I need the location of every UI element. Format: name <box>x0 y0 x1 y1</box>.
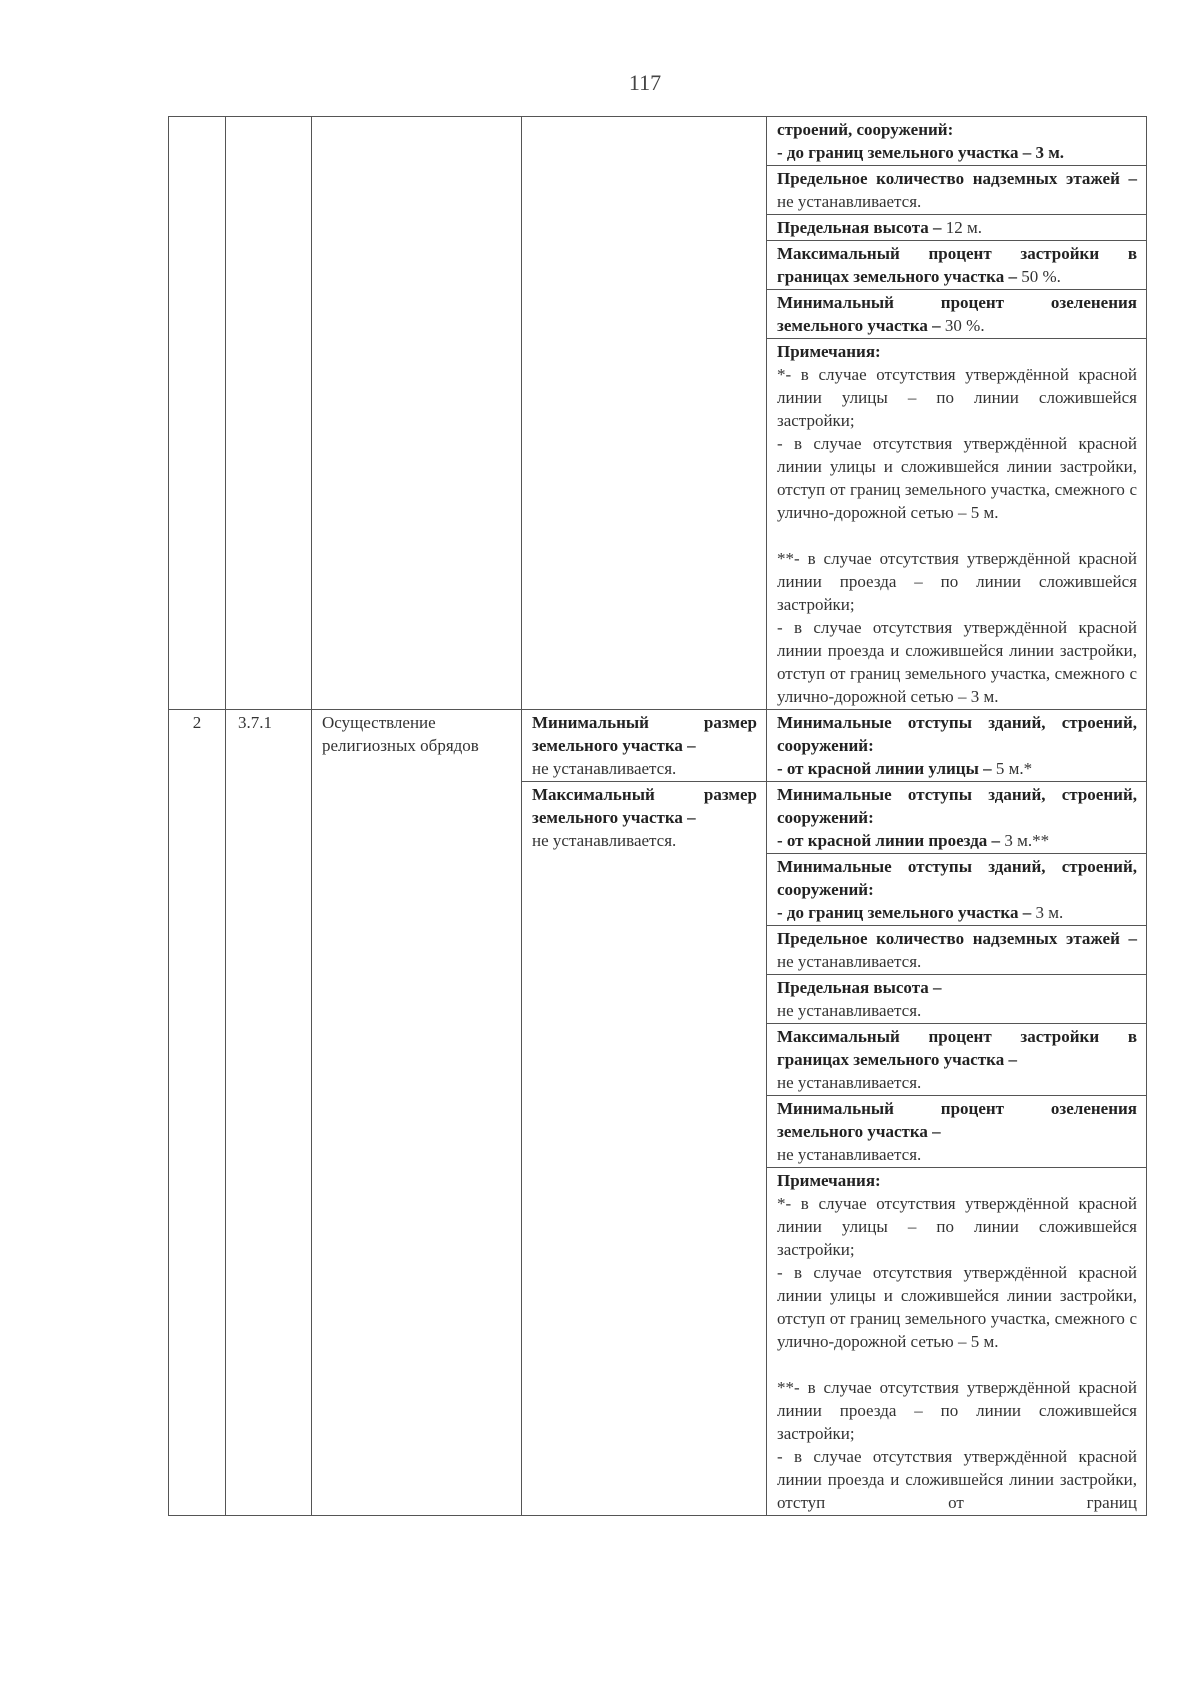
param-value: не устанавливается. <box>777 952 922 971</box>
note-line: - в случае отсутствия утверждённой красной линии проезда и сложившейся линии застройки, отступ от границ земельного участка, смежного с улично-дорожной сетью – 3 м. <box>777 618 1137 706</box>
notes-cell <box>767 1168 1147 1516</box>
note-line: **- в случае отсутствия утверждённой красной линии проезда – по линии сложившейся застройки; <box>777 549 1137 614</box>
plot-size-cell <box>522 782 767 1516</box>
note-gap <box>777 524 1137 547</box>
param-heading: Минимальные отступы зданий, строений, сооружений: <box>777 857 1137 899</box>
param-heading: Предельная высота – <box>777 218 942 237</box>
row-number-cell: 2 <box>169 710 226 1516</box>
notes-cell <box>767 339 1147 710</box>
param-cell <box>767 215 1147 241</box>
plot-size-heading: Максимальный размер земельного участка – <box>532 785 757 827</box>
param-cell <box>767 166 1147 215</box>
param-subheading: - до границ земельного участка – <box>777 903 1032 922</box>
plot-size-value: не устанавливается. <box>532 759 677 778</box>
param-heading: Предельная высота – <box>777 978 942 997</box>
param-value: не устанавливается. <box>777 1145 922 1164</box>
param-cell <box>767 117 1147 166</box>
param-heading: Минимальный процент озеленения земельного участка – <box>777 1099 1137 1141</box>
param-cell <box>767 1024 1147 1096</box>
param-heading: Предельное количество надземных этажей – <box>777 929 1137 948</box>
param-heading: Минимальные отступы зданий, строений, сооружений: <box>777 785 1137 827</box>
table-row <box>169 710 1147 782</box>
param-heading: Минимальный процент озеленения земельного участка – <box>777 293 1137 335</box>
param-value: 12 м. <box>941 218 983 237</box>
param-value: не устанавливается. <box>777 1001 922 1020</box>
param-subheading: - от красной линии проезда – <box>777 831 1001 850</box>
continued-row <box>169 117 1147 166</box>
plot-size-cell <box>522 117 767 710</box>
param-value: не устанавливается. <box>777 192 922 211</box>
param-value: 3 м.** <box>1000 831 1050 850</box>
param-value: 50 %. <box>1016 267 1061 286</box>
notes-title: Примечания: <box>777 1171 881 1190</box>
note-line: **- в случае отсутствия утверждённой красной линии проезда – по линии сложившейся застройки; <box>777 1378 1137 1443</box>
param-value: не устанавливается. <box>777 1073 922 1092</box>
use-name-cell <box>312 117 522 710</box>
param-value: 30 %. <box>940 316 985 335</box>
notes-title: Примечания: <box>777 342 881 361</box>
param-cell <box>767 854 1147 926</box>
param-cell <box>767 926 1147 975</box>
param-subheading: - от красной линии улицы – <box>777 759 992 778</box>
param-value: 3 м. <box>1031 903 1064 922</box>
param-heading: Максимальный процент застройки в границах земельного участка – <box>777 1027 1137 1069</box>
note-gap <box>777 1353 1137 1376</box>
param-heading: Минимальные отступы зданий, строений, сооружений: <box>777 713 1137 755</box>
code-cell: 3.7.1 <box>226 710 312 1516</box>
note-line: - в случае отсутствия утверждённой красной линии улицы и сложившейся линии застройки, отступ от границ земельного участка, смежного с улично-дорожной сетью – 5 м. <box>777 1263 1137 1351</box>
param-cell <box>767 1096 1147 1168</box>
note-line: - в случае отсутствия утверждённой красной линии улицы и сложившейся линии застройки, отступ от границ земельного участка, смежного с улично-дорожной сетью – 5 м. <box>777 434 1137 522</box>
plot-size-cell <box>522 710 767 782</box>
param-cell <box>767 975 1147 1024</box>
param-value: - до границ земельного участка – 3 м. <box>777 143 1065 162</box>
param-cell <box>767 710 1147 782</box>
param-heading: Максимальный процент застройки в границах земельного участка – <box>777 244 1137 286</box>
page-number: 117 <box>628 70 662 95</box>
plot-size-value: не устанавливается. <box>532 831 677 850</box>
plot-size-heading: Минимальный размер земельного участка – <box>532 713 757 755</box>
use-name-cell: Осуществление религиозных обрядов <box>312 710 522 1516</box>
code-cell <box>226 117 312 710</box>
note-line: *- в случае отсутствия утверждённой красной линии улицы – по линии сложившейся застройки; <box>777 365 1137 430</box>
row-number-cell <box>169 117 226 710</box>
param-cell <box>767 782 1147 854</box>
param-heading: Предельное количество надземных этажей – <box>777 169 1137 188</box>
zoning-regulations-table <box>168 116 1147 1516</box>
param-heading: строений, сооружений: <box>777 120 954 139</box>
param-cell <box>767 290 1147 339</box>
param-cell <box>767 241 1147 290</box>
param-value: 5 м.* <box>991 759 1033 778</box>
note-line: - в случае отсутствия утверждённой красной линии проезда и сложившейся линии застройки, отступ от границ <box>777 1447 1137 1512</box>
note-line: *- в случае отсутствия утверждённой красной линии улицы – по линии сложившейся застройки; <box>777 1194 1137 1259</box>
